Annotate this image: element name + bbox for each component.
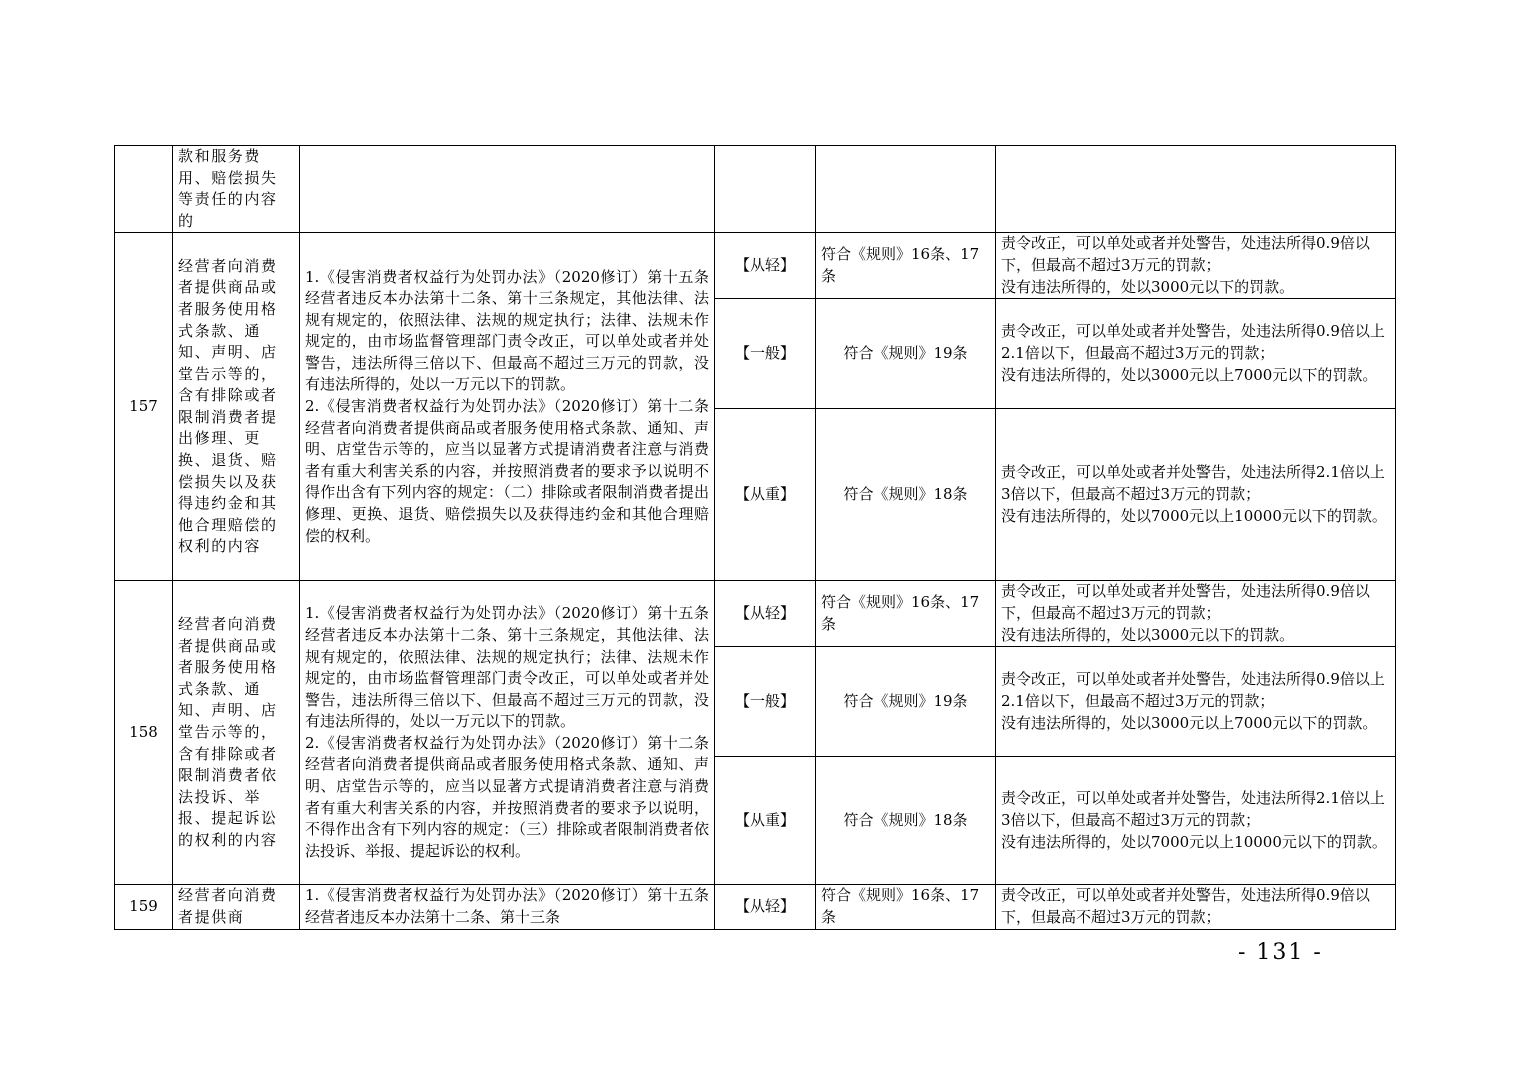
penalty-standard: 责令改正，可以单处或者并处警告，处违法所得2.1倍以上3倍以下，但最高不超过3万元的罚款； 没有违法所得的，处以7000元以上10000元以下的罚款。 [996,409,1396,581]
penalty-standard: 责令改正，可以单处或者并处警告，处违法所得0.9倍以上2.1倍以下，但最高不超过3万元的罚款； 没有违法所得的，处以3000元以上7000元以下的罚款。 [996,647,1396,757]
applicable-condition: 符合《规则》16条、17条 [816,581,996,647]
discretion-level [715,146,816,233]
penalty-standard: 责令改正，可以单处或者并处警告，处违法所得0.9倍以下，但最高不超过3万元的罚款； 没有违法所得的，处以3000元以下的罚款。 [996,581,1396,647]
penalty-standard: 责令改正，可以单处或者并处警告，处违法所得0.9倍以下，但最高不超过3万元的罚款； 没有违法所得的，处以3000元以下的罚款。 [996,233,1396,299]
penalty-standard: 责令改正，可以单处或者并处警告，处违法所得0.9倍以上2.1倍以下，但最高不超过3万元的罚款； 没有违法所得的，处以3000元以上7000元以下的罚款。 [996,299,1396,409]
applicable-condition: 符合《规则》19条 [816,299,996,409]
violation-description: 经营者向消费者提供商品或者服务使用格式条款、通知、声明、店堂告示等的，含有排除或者限制消费者提出修理、更换、退货、赔偿损失以及获得违约金和其他合理赔偿的权利的内容 [173,233,300,581]
discretion-level: 【一般】 [715,299,816,409]
applicable-condition: 符合《规则》18条 [816,757,996,885]
legal-basis: 1.《侵害消费者权益行为处罚办法》（2020修订）第十五条 经营者违反本办法第十二条、第十三条规定，其他法律、法规有规定的，依照法律、法规的规定执行；法律、法规未作规定的，由市场监督管理部门责令改正，可以单处或者并处警告，违法所得三倍以下、但最高不超过三万元的罚款，没有违法所得的，处以一万元以下的罚款。 2.《侵害消费者权益行为处罚办法》（2020修订）第十二条 经营者向消费者提供商品或者服务使用格式条款、通知、声明、店堂告示等的，应当以显著方式提请消费者注意与消费者有重大利害关系的内容，并按照消费者的要求予以说明不得作出含有下列内容的规定：（二）排除或者限制消费者提出修理、更换、退货、赔偿损失以及获得违约金和其他合理赔偿的权利。 [300,233,715,581]
penalty-standards-table [114,145,1396,930]
applicable-condition: 符合《规则》18条 [816,409,996,581]
discretion-level: 【从轻】 [715,233,816,299]
legal-basis [300,146,715,233]
applicable-condition: 符合《规则》16条、17条 [816,233,996,299]
penalty-standard [996,146,1396,233]
item-number: 158 [115,581,173,885]
applicable-condition [816,146,996,233]
discretion-level: 【从重】 [715,757,816,885]
page-number: - 131 - [1238,940,1323,965]
violation-description: 款和服务费用、赔偿损失等责任的内容的 [173,146,300,233]
item-number-cell [115,146,173,233]
violation-description: 经营者向消费者提供商品或者服务使用格式条款、通知、声明、店堂告示等的，含有排除或者限制消费者依法投诉、举报、提起诉讼的权利的内容 [173,581,300,885]
violation-description: 经营者向消费者提供商 [173,885,300,929]
applicable-condition: 符合《规则》16条、17条 [816,885,996,929]
item-number: 157 [115,233,173,581]
discretion-level: 【一般】 [715,647,816,757]
table-row [115,146,1396,233]
item-number: 159 [115,885,173,929]
table-row [115,581,1396,647]
legal-basis: 1.《侵害消费者权益行为处罚办法》（2020修订）第十五条 经营者违反本办法第十二条、第十三条 [300,885,715,929]
discretion-level: 【从轻】 [715,885,816,929]
discretion-level: 【从轻】 [715,581,816,647]
discretion-level: 【从重】 [715,409,816,581]
legal-basis: 1.《侵害消费者权益行为处罚办法》（2020修订）第十五条 经营者违反本办法第十二条、第十三条规定，其他法律、法规有规定的，依照法律、法规的规定执行；法律、法规未作规定的，由市场监督管理部门责令改正，可以单处或者并处警告，违法所得三倍以下、但最高不超过三万元的罚款，没有违法所得的，处以一万元以下的罚款。 2.《侵害消费者权益行为处罚办法》（2020修订）第十二条 经营者向消费者提供商品或者服务使用格式条款、通知、声明、店堂告示等的，应当以显著方式提请消费者注意与消费者有重大利害关系的内容，并按照消费者的要求予以说明，不得作出含有下列内容的规定：（三）排除或者限制消费者依法投诉、举报、提起诉讼的权利。 [300,581,715,885]
penalty-standard: 责令改正，可以单处或者并处警告，处违法所得2.1倍以上3倍以下，但最高不超过3万元的罚款； 没有违法所得的，处以7000元以上10000元以下的罚款。 [996,757,1396,885]
table-row [115,233,1396,299]
applicable-condition: 符合《规则》19条 [816,647,996,757]
penalty-standard: 责令改正，可以单处或者并处警告，处违法所得0.9倍以下，但最高不超过3万元的罚款； [996,885,1396,929]
table-row [115,885,1396,929]
